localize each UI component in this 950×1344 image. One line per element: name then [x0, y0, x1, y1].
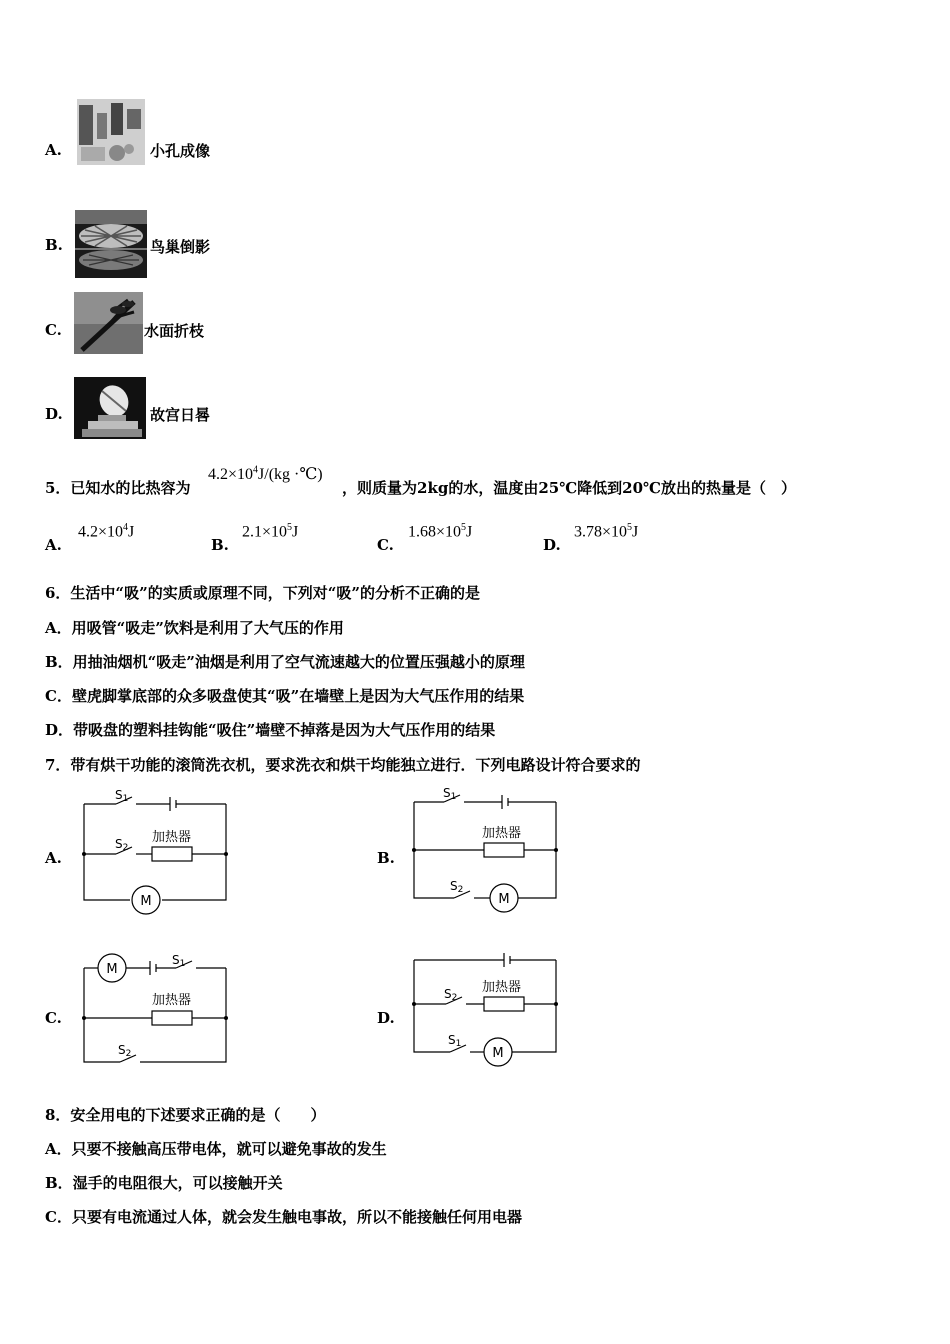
switch-s1-label: S1	[115, 788, 129, 804]
q6-option-a: A．用吸管“吸走”饮料是利用了大气压的作用	[45, 619, 344, 637]
birds-nest-reflection-photo-art	[75, 210, 147, 278]
formula-exponent: 4	[253, 464, 259, 476]
q5-option-d-value: $3.78\times 10^5J$	[574, 522, 639, 541]
q5-option-b-value: $2.1\times 10^5J$	[242, 522, 299, 541]
switch-s2-label: S2	[115, 837, 129, 853]
q5-stem-formula	[208, 464, 323, 484]
bent-branch-in-water-photo-art	[74, 292, 143, 354]
option-letter: C.	[45, 321, 62, 339]
forbidden-city-sundial-photo	[74, 377, 146, 439]
option-text: 水面折枝	[144, 322, 205, 340]
q8-option-c: C．只要有电流通过人体，就会发生触电事故，所以不能接触任何用电器	[45, 1208, 522, 1226]
pinhole-imaging-photo	[77, 99, 145, 165]
q5-stem	[45, 464, 925, 504]
heater-label: 加热器	[152, 830, 192, 845]
birds-nest-reflection-photo	[75, 210, 147, 278]
switch-s1-label: S1	[172, 953, 186, 969]
option-letter: D.	[543, 536, 561, 554]
heater-label: 加热器	[482, 826, 522, 841]
formula-unit: J/(kg ·℃)	[258, 466, 323, 483]
formula-mantissa: 4.2×10	[208, 466, 254, 483]
circuit-diagram-c	[80, 948, 230, 1070]
motor-label: M	[492, 1046, 504, 1061]
option-letter: C.	[377, 536, 394, 554]
option-text: 小孔成像	[150, 142, 211, 160]
heater-label: 加热器	[482, 980, 522, 995]
heater-label: 加热器	[152, 993, 192, 1008]
q8-option-a: A．只要不接触高压带电体，就可以避免事故的发生	[45, 1140, 387, 1158]
q6-stem: 6．生活中“吸”的实质或原理不同，下列对“吸”的分析不正确的是	[45, 584, 480, 602]
switch-s2-label: S2	[450, 879, 464, 895]
circuit-diagram-d	[410, 948, 560, 1070]
motor-label: M	[106, 962, 118, 977]
circuit-diagram-b	[410, 786, 560, 916]
option-letter: A.	[45, 141, 62, 159]
option-letter: C.	[45, 1009, 62, 1027]
option-text: 故宫日晷	[150, 406, 211, 424]
circuit-diagram-a	[80, 786, 230, 916]
q5-stem-suffix: ，则质量为2kg的水，温度由25℃降低到20℃放出的热量是（ ）	[342, 479, 797, 497]
option-letter: B.	[377, 849, 395, 867]
option-letter: A.	[45, 849, 62, 867]
option-letter: D.	[45, 405, 63, 423]
q6-option-b: B．用抽油烟机“吸走”油烟是利用了空气流速越大的位置压强越小的原理	[45, 653, 525, 671]
motor-label: M	[140, 894, 152, 909]
q6-option-c: C．壁虎脚掌底部的众多吸盘使其“吸”在墙壁上是因为大气压作用的结果	[45, 687, 525, 705]
q5-option-a-value: $4.2\times 10^4J$	[78, 522, 135, 541]
switch-s1-label: S1	[448, 1033, 462, 1049]
motor-label: M	[498, 892, 510, 907]
q8-option-b: B．湿手的电阻很大，可以接触开关	[45, 1174, 283, 1192]
option-letter: B.	[211, 536, 229, 554]
pinhole-imaging-photo-art	[77, 99, 145, 165]
q6-option-d: D．带吸盘的塑料挂钩能“吸住”墙壁不掉落是因为大气压作用的结果	[45, 721, 496, 739]
option-text: 鸟巢倒影	[150, 238, 211, 256]
switch-s1-label: S1	[443, 786, 457, 802]
bent-branch-in-water-photo	[74, 292, 143, 354]
forbidden-city-sundial-photo-art	[74, 377, 146, 439]
option-letter: B.	[45, 236, 63, 254]
option-letter: D.	[377, 1009, 395, 1027]
switch-s2-label: S2	[118, 1043, 132, 1059]
switch-s2-label: S2	[444, 987, 458, 1003]
q5-option-c-value: $1.68\times 10^5J$	[408, 522, 473, 541]
q7-stem: 7．带有烘干功能的滚筒洗衣机，要求洗衣和烘干均能独立进行．下列电路设计符合要求的	[45, 756, 641, 774]
option-letter: A.	[45, 536, 62, 554]
q5-stem-prefix: 5．已知水的比热容为	[45, 479, 191, 497]
q8-stem: 8．安全用电的下述要求正确的是（ ）	[45, 1106, 326, 1124]
